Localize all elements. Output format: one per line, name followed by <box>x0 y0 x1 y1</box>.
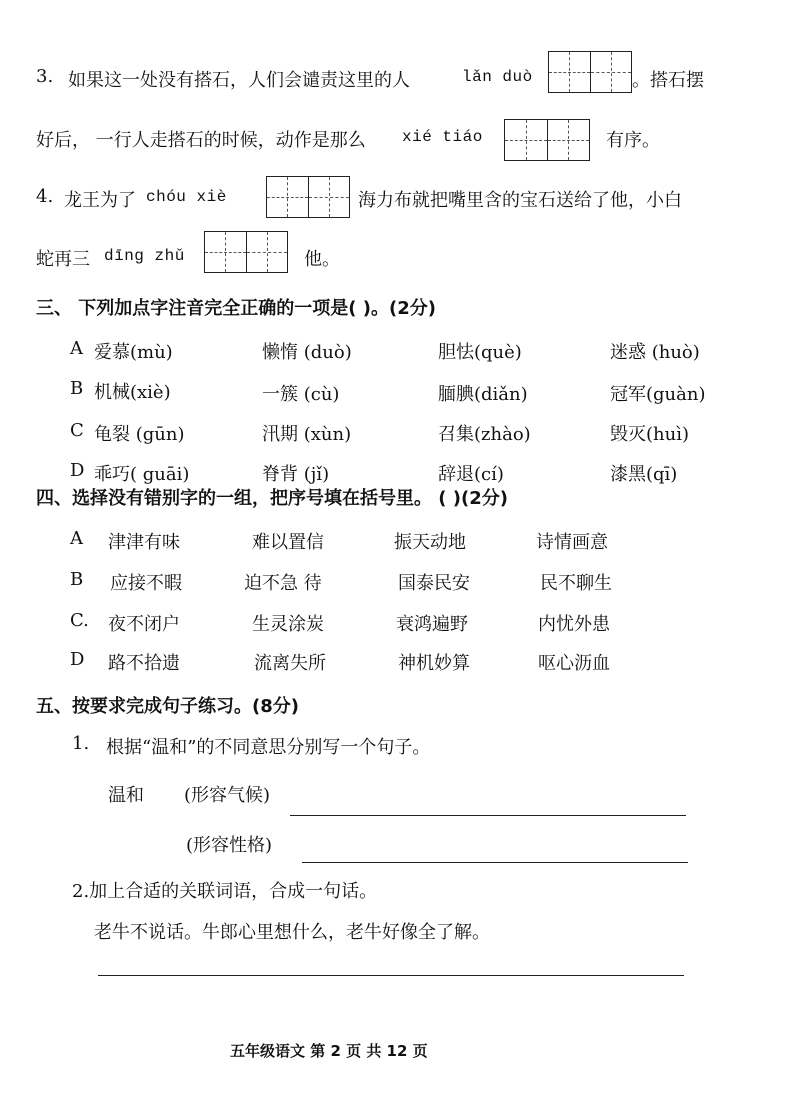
sec4-option: 呕心沥血 <box>538 653 610 674</box>
sec4-row-b-label: B <box>70 569 84 590</box>
grid-cell[interactable] <box>205 232 246 272</box>
sec3-option: 一簇 (cù) <box>262 384 340 405</box>
q4-answer-grid-1[interactable] <box>266 176 350 218</box>
sec5-item2-sentence: 老牛不说话。牛郎心里想什么，老牛好像全了解。 <box>94 922 490 943</box>
sec5-item2-text: 2.加上合适的关联词语，合成一句话。 <box>72 881 378 902</box>
sec3-option: 召集(zhào) <box>438 424 531 445</box>
sec5-item1-text: 根据“温和”的不同意思分别写一个句子。 <box>106 737 431 758</box>
grid-cell[interactable] <box>246 232 288 272</box>
q3-line2-tail: 有序。 <box>606 130 660 151</box>
q3-answer-grid-1[interactable] <box>548 51 632 93</box>
grid-cell[interactable] <box>549 52 590 92</box>
sec3-option: 乖巧( guāi) <box>94 464 190 485</box>
q4-number: 4. <box>36 186 54 207</box>
grid-cell[interactable] <box>267 177 308 217</box>
sec4-row-c-label: C. <box>70 610 89 631</box>
sec3-option: 汛期 (xùn) <box>262 424 352 445</box>
sec4-option: 流离失所 <box>254 653 326 674</box>
section-5-title: 五、按要求完成句子练习。(8分) <box>36 696 299 717</box>
q4-line2-text: 蛇再三 <box>36 249 90 270</box>
sec5-hint-personality: (形容性格) <box>186 835 273 856</box>
sec3-row-c-label: C <box>70 420 84 441</box>
q3-number: 3. <box>36 66 54 87</box>
answer-line-climate[interactable] <box>290 815 686 816</box>
grid-cell[interactable] <box>308 177 350 217</box>
sec4-option: 振天动地 <box>394 532 466 553</box>
sec3-option: 辞退(cí) <box>438 464 504 485</box>
q3-pinyin-2: xié tiáo <box>402 128 483 146</box>
q4-answer-grid-2[interactable] <box>204 231 288 273</box>
sec3-row-a-label: A <box>70 338 83 359</box>
q3-line2-text: 好后， 一行人走搭石的时候，动作是那么 <box>36 130 366 151</box>
sec4-option: 津津有味 <box>108 532 180 553</box>
sec3-row-b-label: B <box>70 378 84 399</box>
sec4-option: 神机妙算 <box>398 653 470 674</box>
q3-answer-grid-2[interactable] <box>504 119 590 161</box>
sec4-option: 内忧外患 <box>538 614 610 635</box>
sec4-option: 难以置信 <box>252 532 324 553</box>
sec4-option: 夜不闭户 <box>108 614 180 635</box>
sec4-row-d-label: D <box>70 649 85 670</box>
sec3-option: 漆黑(qī) <box>610 464 678 485</box>
sec5-word: 温和 <box>108 785 144 806</box>
page-footer: 五年级语文 第 2 页 共 12 页 <box>230 1042 428 1060</box>
sec5-item1-number: 1. <box>72 733 90 754</box>
sec4-row-a-label: A <box>70 528 83 549</box>
sec4-option: 迫不急 待 <box>244 573 322 594</box>
sec4-option: 国泰民安 <box>398 573 470 594</box>
sec3-row-d-label: D <box>70 460 85 481</box>
q4-text: 龙王为了 <box>64 190 136 211</box>
sec4-option: 民不聊生 <box>540 573 612 594</box>
sec3-option: 胆怯(què) <box>438 342 522 363</box>
sec3-option: 爱慕(mù) <box>94 342 173 363</box>
q4-pinyin-2: dīng zhǔ <box>104 247 185 265</box>
sec3-option: 龟裂 (gūn) <box>94 424 185 445</box>
sec4-option: 衰鸿遍野 <box>396 614 468 635</box>
sec3-option: 脊背 (jǐ) <box>262 464 330 485</box>
sec4-option: 诗情画意 <box>536 532 608 553</box>
sec5-hint-climate: (形容气候) <box>184 785 271 806</box>
sec3-option: 懒惰 (duò) <box>262 342 352 363</box>
grid-cell[interactable] <box>590 52 632 92</box>
sec3-option: 毁灭(huì) <box>610 424 689 445</box>
sec3-option: 迷惑 (huò) <box>610 342 700 363</box>
sec3-option: 机械(xiè) <box>94 382 171 403</box>
q4-text-tail: 海力布就把嘴里含的宝石送给了他，小白 <box>358 190 682 211</box>
grid-cell[interactable] <box>547 120 590 160</box>
sec3-option: 冠军(guàn) <box>610 384 706 405</box>
grid-cell[interactable] <box>505 120 547 160</box>
q4-pinyin-1: chóu xiè <box>146 188 227 206</box>
q3-text-tail: 。搭石摆 <box>632 70 704 91</box>
section-4-title: 四、选择没有错别字的一组，把序号填在括号里。 ( )(2分) <box>36 488 508 509</box>
section-3-title: 三、 下列加点字注音完全正确的一项是( )。(2分) <box>36 298 436 319</box>
sec4-option: 应接不暇 <box>110 573 182 594</box>
sec3-option: 腼腆(diǎn) <box>438 384 528 405</box>
sec4-option: 生灵涂炭 <box>252 614 324 635</box>
answer-line-personality[interactable] <box>302 862 688 863</box>
q3-pinyin-1: lǎn duò <box>462 68 533 86</box>
sec4-option: 路不拾遗 <box>108 653 180 674</box>
q4-line2-tail: 他。 <box>304 249 340 270</box>
answer-line-combined-sentence[interactable] <box>98 975 684 976</box>
q3-text: 如果这一处没有搭石，人们会谴责这里的人 <box>68 70 410 91</box>
